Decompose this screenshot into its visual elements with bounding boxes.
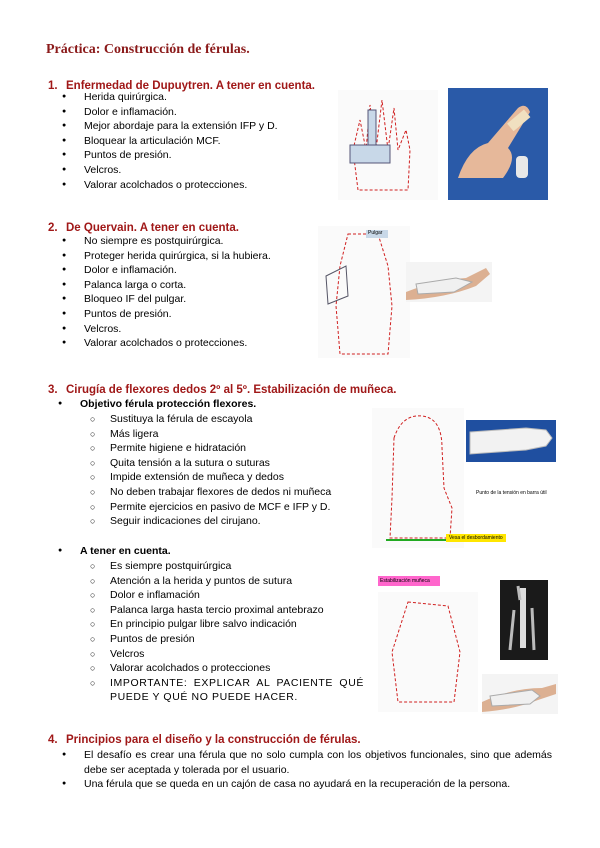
list-item: ○ Dolor e inflamación [86, 588, 364, 603]
list-item: ● Velcros. [56, 322, 336, 337]
list-item: ○ Quita tensión a la sutura o suturas [86, 456, 376, 471]
list-item: ● Velcros. [56, 163, 336, 178]
list-item: ● Una férula que se queda en un cajón de casa no ayudará en la recuperación de la persona. [56, 777, 552, 792]
subsection-consider: ● A tener en cuenta. [80, 545, 171, 557]
list-item: ○ No deben trabajar flexores de dedos ni muñeca [86, 485, 376, 500]
objective-list [86, 412, 376, 529]
list-item: ○ Atención a la herida y puntos de sutura [86, 574, 364, 589]
list-item: ● Bloquear la articulación MCF. [56, 134, 336, 149]
list-item: ● Valorar acolchados o protecciones. [56, 336, 336, 351]
consider-list [86, 559, 364, 705]
list-item: ● Proteger herida quirúrgica, si la hubiera. [56, 249, 336, 264]
section-2-heading: 2. De Quervain. A tener en cuenta. [48, 222, 239, 234]
list-item: ● Puntos de presión. [56, 148, 336, 163]
list-item: ● Dolor e inflamación. [56, 263, 336, 278]
section-1-heading: 1. Enfermedad de Dupuytren. A tener en cuenta. [48, 80, 316, 92]
quervain-pattern-sketch [318, 226, 410, 358]
list-item: ○ Valorar acolchados o protecciones [86, 661, 364, 676]
subsection-objective: ● Objetivo férula protección flexores. [80, 398, 256, 410]
flexor-pattern-sketch [372, 408, 464, 548]
list-item: ○ Más ligera [86, 427, 376, 442]
dupuytren-pattern-sketch [338, 90, 438, 200]
list-item: ● Dolor e inflamación. [56, 105, 336, 120]
flexor-yellow-label: Vesa el desbordamiento [446, 534, 506, 542]
section-2-list [56, 234, 336, 351]
stabilization-tag: Estabilización muñeca [378, 576, 440, 586]
list-item: ● Valorar acolchados o protecciones. [56, 178, 336, 193]
list-item: ○ Impide extensión de muñeca y dedos [86, 470, 376, 485]
xray-photo [500, 580, 548, 660]
list-item: ○ Sustituya la férula de escayola [86, 412, 376, 427]
section-4-list [56, 748, 552, 792]
list-item: ● Puntos de presión. [56, 307, 336, 322]
dupuytren-splint-photo [448, 88, 548, 200]
page-title: Práctica: Construcción de férulas. [46, 42, 250, 57]
quervain-tag: Pulgar [368, 230, 383, 236]
stabilization-pattern-sketch [378, 592, 478, 712]
list-item: ○ Es siempre postquirúrgica [86, 559, 364, 574]
flexor-splint-photo [466, 420, 556, 462]
list-item: ○ Velcros [86, 647, 364, 662]
section-4-heading: 4. Principios para el diseño y la construcción de férulas. [48, 734, 361, 746]
list-item: ● El desafío es crear una férula que no solo cumpla con los objetivos funcionales, sino que además debe ser aceptada y tolerada por el usuario. [56, 748, 552, 777]
list-item: ○ IMPORTANTE: EXPLICAR AL PACIENTE QUÉ PUEDE Y QUÉ NO PUEDE HACER. [86, 676, 364, 705]
section-1-list [56, 90, 336, 192]
list-item: ● No siempre es postquirúrgica. [56, 234, 336, 249]
list-item: ○ Permite ejercicios en pasivo de MCF e IFP y D. [86, 500, 376, 515]
list-item: ● Palanca larga o corta. [56, 278, 336, 293]
list-item: ○ En principio pulgar libre salvo indicación [86, 617, 364, 632]
list-item: ○ Permite higiene e hidratación [86, 441, 376, 456]
list-item: ● Bloqueo IF del pulgar. [56, 292, 336, 307]
list-item: ○ Seguir indicaciones del cirujano. [86, 514, 376, 529]
section-3-heading: 3. Cirugía de flexores dedos 2º al 5º. Estabilización de muñeca. [48, 384, 397, 396]
stabilization-splint-photo [482, 674, 558, 714]
list-item: ○ Palanca larga hasta tercio proximal antebrazo [86, 603, 364, 618]
list-item: ● Herida quirúrgica. [56, 90, 336, 105]
list-item: ● Mejor abordaje para la extensión IFP y D. [56, 119, 336, 134]
quervain-splint-photo [406, 262, 492, 302]
list-item: ○ Puntos de presión [86, 632, 364, 647]
flexor-note: Punto de la tensión en barra útil [476, 490, 547, 496]
